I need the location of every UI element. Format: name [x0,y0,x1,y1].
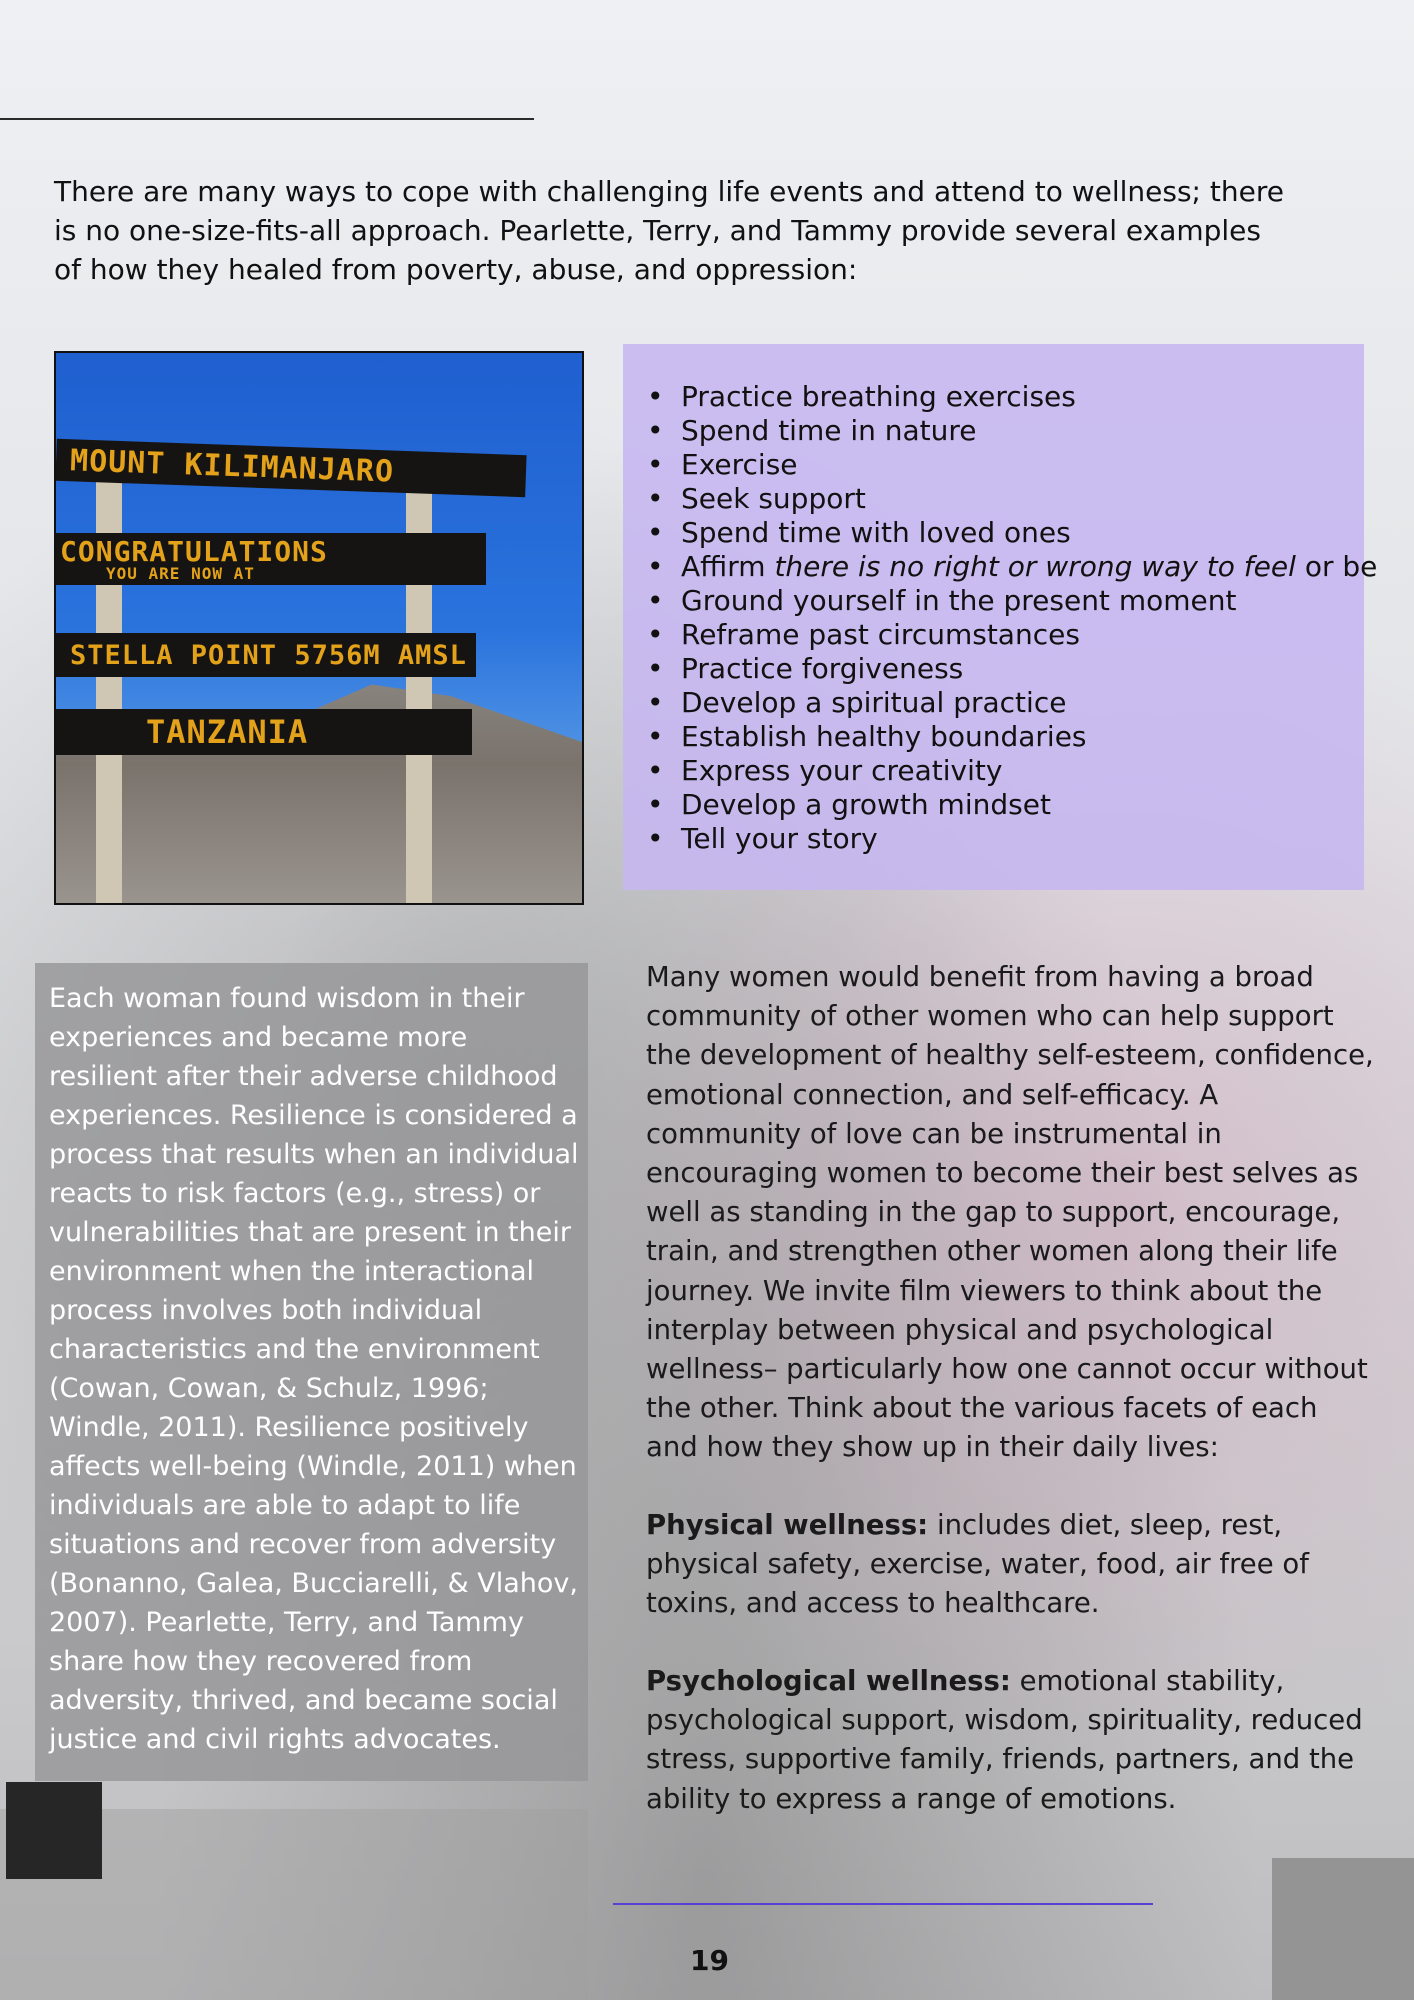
affirm-suffix-text: or be [1304,550,1378,583]
sign-tanzania: TANZANIA [56,709,472,755]
practice-item-label: Develop a spiritual practice [681,686,1067,719]
affirm-italic-text: there is no right or wrong way to feel [774,550,1296,583]
physical-wellness-label: Physical wellness: [646,1509,929,1541]
practice-item [681,414,1377,448]
practice-item-label: Ground yourself in the present moment [681,584,1237,617]
practice-item [681,720,1377,754]
decorative-dark-square [6,1782,102,1879]
practice-item-label: Exercise [681,448,798,481]
mountain-slope [56,673,582,903]
practice-item-label: Practice forgiveness [681,652,964,685]
intro-paragraph: There are many ways to cope with challenging life events and attend to wellness; there is no one-size-fits-all approach. Pearlette, Terry, and Tammy provide several examples of how they healed from poverty, abuse, and oppression: [54,175,1284,286]
top-divider [0,118,534,120]
sign-you-are-now-at: YOU ARE NOW AT [106,564,255,583]
practice-item [681,482,1377,516]
resilience-box [35,963,588,1781]
practice-item [681,652,1377,686]
page-number: 19 [690,1944,729,1977]
practice-item-label: Spend time with loved ones [681,516,1071,549]
resilience-paragraph: Each woman found wisdom in their experiences and became more resilient after their adverse childhood experiences. Resilience is considered a process that results when an individual reacts to risk factors (e.g., stress) or vulnerabilities that are present in their environment when the interactional process involves both individual characteristics and the environment (Cowan, Cowan, & Schulz, 1996; Windle, 2011). Resilience positively affects well-being (Windle, 2011) when individuals are able to adapt to life situations and recover from adversity (Bonanno, Galea, Bucciarelli, & Vlahov, 2007). Pearlette, Terry, and Tammy share how they recovered from adversity, thrived, and became social justice and civil rights advocates. [49,983,579,1755]
practice-item [681,380,1377,414]
practice-item [681,448,1377,482]
practice-item [681,822,1377,856]
psychological-wellness-label: Psychological wellness: [646,1665,1011,1697]
practice-item [681,584,1377,618]
practices-box [623,344,1378,890]
footer-divider [613,1903,1153,1905]
practice-item-label: Establish healthy boundaries [681,720,1087,753]
sign-congratulations-text: CONGRATULATIONS [60,535,328,568]
practice-item [681,754,1377,788]
practice-item-label: Seek support [681,482,866,515]
practice-item-label: Express your creativity [681,754,1003,787]
practice-item [681,516,1377,550]
sign-mount-kilimanjaro: MOUNT KILIMANJARO [55,439,526,497]
decorative-gray-square [1272,1858,1414,2000]
practice-item-label: Practice breathing exercises [681,380,1076,413]
sign-stella-point: STELLA POINT 5756M AMSL [56,633,476,677]
practice-item-label: Affirm [681,550,766,583]
sign-congratulations [54,533,486,585]
kilimanjaro-photo [54,351,584,905]
practice-item [681,686,1377,720]
physical-wellness-text: includes diet, sleep, rest, physical safety, exercise, water, food, air free of toxins, and access to healthcare. [646,1509,1309,1620]
practice-item-label: Spend time in nature [681,414,977,447]
psychological-wellness-text: emotional stability, psychological support, wisdom, spirituality, reduced stress, supportive family, friends, partners, and the ability to express a range of emotions. [646,1665,1363,1815]
practice-item-label: Reframe past circumstances [681,618,1080,651]
practice-item [681,550,1377,584]
practices-list [681,380,1377,856]
practice-item [681,788,1377,822]
practice-item-label: Develop a growth mindset [681,788,1051,821]
community-paragraph: Many women would benefit from having a broad community of other women who can help support the development of healthy self-esteem, confidence, emotional connection, and self-efficacy. A community of love can be instrumental in encouraging women to become their best selves as well as standing in the gap to support, encourage, train, and strengthen other women along their life journey. We invite film viewers to think about the interplay between physical and psychological wellness– particularly how one cannot occur without the other. Think about the various facets of each and how they show up in their daily lives: [646,961,1374,1464]
practice-item-label: Tell your story [681,822,878,855]
practice-item [681,618,1377,652]
